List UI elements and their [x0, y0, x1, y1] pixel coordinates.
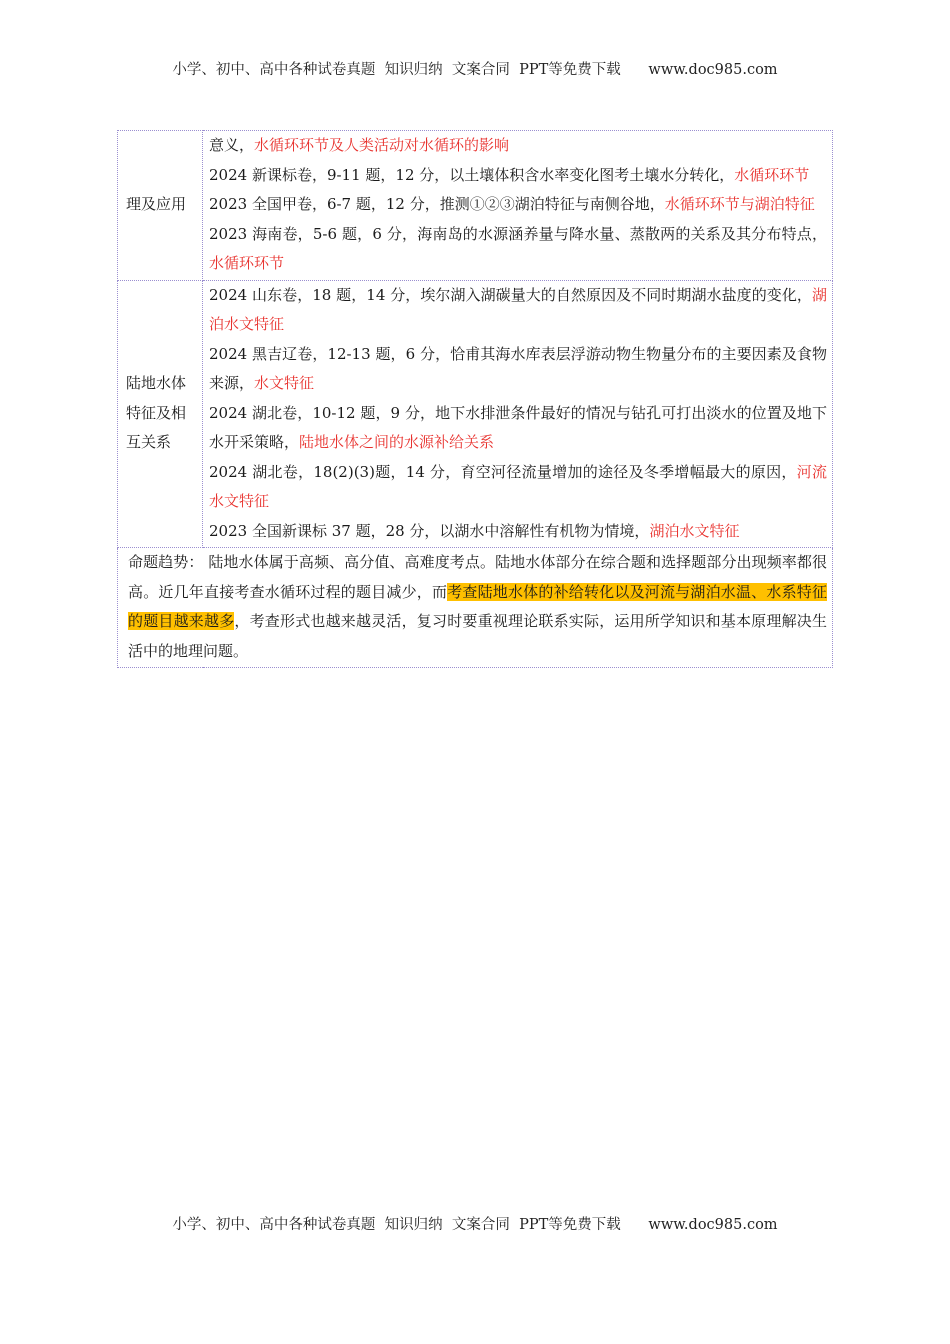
list-item [209, 399, 827, 458]
table-row [118, 548, 833, 668]
key-point: 水循环环节 [734, 165, 810, 184]
item-text: 2024 湖北卷，18(2)(3)题，14 分，育空河径流量增加的途径及冬季增幅最大的原因， [209, 462, 797, 481]
exam-analysis-table [117, 130, 833, 668]
item-text: 2024 山东卷，18 题，14 分，埃尔湖入湖碳量大的自然原因及不同时期湖水盐度的变化， [209, 285, 812, 304]
category-label-cell [118, 131, 203, 281]
key-point: 湖泊水文特征 [649, 521, 740, 540]
page-footer: 小学、初中、高中各种试卷真题 知识归纳 文案合同 PPT等免费下载 www.doc985.com [172, 1217, 778, 1233]
category-label-cell [118, 280, 203, 548]
content-cell [203, 280, 833, 548]
item-text: 2023 海南卷，5-6 题，6 分，海南岛的水源涵养量与降水量、蒸散两的关系及其分布特点， [209, 224, 827, 243]
key-point: 湖泊水文特征 [209, 285, 827, 333]
list-item [209, 281, 827, 340]
list-item [209, 161, 827, 191]
trend-label: 命题趋势： [128, 553, 204, 571]
key-point: 河流水文特征 [209, 462, 827, 510]
category-label-line: 特征及相 [126, 403, 187, 422]
page-header: 小学、初中、高中各种试卷真题 知识归纳 文案合同 PPT等免费下载 www.doc985.com [172, 62, 778, 78]
table-row [118, 280, 833, 548]
category-label: 理及应用 [126, 195, 187, 213]
item-text: 2024 新课标卷，9-11 题，12 分，以土壤体积含水率变化图考土壤水分转化， [209, 165, 735, 184]
trend-text: ，考查形式也越来越灵活，复习时要重视理论联系实际，运用所学知识和基本原理解决生活中的地理问题。 [128, 612, 827, 660]
key-point: 水循环环节 [209, 254, 285, 272]
item-text: 2023 全国甲卷，6-7 题，12 分，推测①②③湖泊特征与南侧谷地， [209, 195, 665, 213]
table-row [118, 131, 833, 281]
category-label-line: 陆地水体 [126, 374, 187, 392]
category-label-line: 互关系 [126, 433, 172, 451]
list-item [209, 517, 827, 547]
content-cell [203, 131, 833, 281]
key-point: 陆地水体之间的水源补给关系 [299, 433, 495, 451]
list-item [209, 458, 827, 517]
list-item [209, 190, 827, 220]
item-text: 2024 黑吉辽卷，12-13 题，6 分，恰甫其海水库表层浮游动物生物量分布的主要因素及食物来源， [209, 344, 827, 392]
item-text: 2023 全国新课标 37 题，28 分，以湖水中溶解性有机物为情境， [209, 521, 650, 540]
trend-cell [118, 548, 833, 668]
key-point: 水循环环节及人类活动对水循环的影响 [254, 136, 510, 154]
list-item [209, 340, 827, 399]
list-item [209, 131, 827, 161]
item-text: 2024 湖北卷，10-12 题，9 分，地下水排泄条件最好的情况与钻孔可打出淡水的位置及地下水开采策略， [209, 403, 827, 451]
list-item [209, 220, 827, 279]
trend-highlight: 考查陆地水体的补给转化以及河流与湖泊水温、水系特征的题目越来越多 [128, 582, 827, 630]
item-text: 意义， [209, 136, 255, 154]
key-point: 水文特征 [254, 374, 315, 392]
trend-text: 陆地水体属于高频、高分值、高难度考点。陆地水体部分在综合题和选择题部分出现频率都很高。近几年直接考查水循环过程的题目减少，而 [128, 553, 827, 601]
key-point: 水循环环节与湖泊特征 [664, 195, 815, 213]
